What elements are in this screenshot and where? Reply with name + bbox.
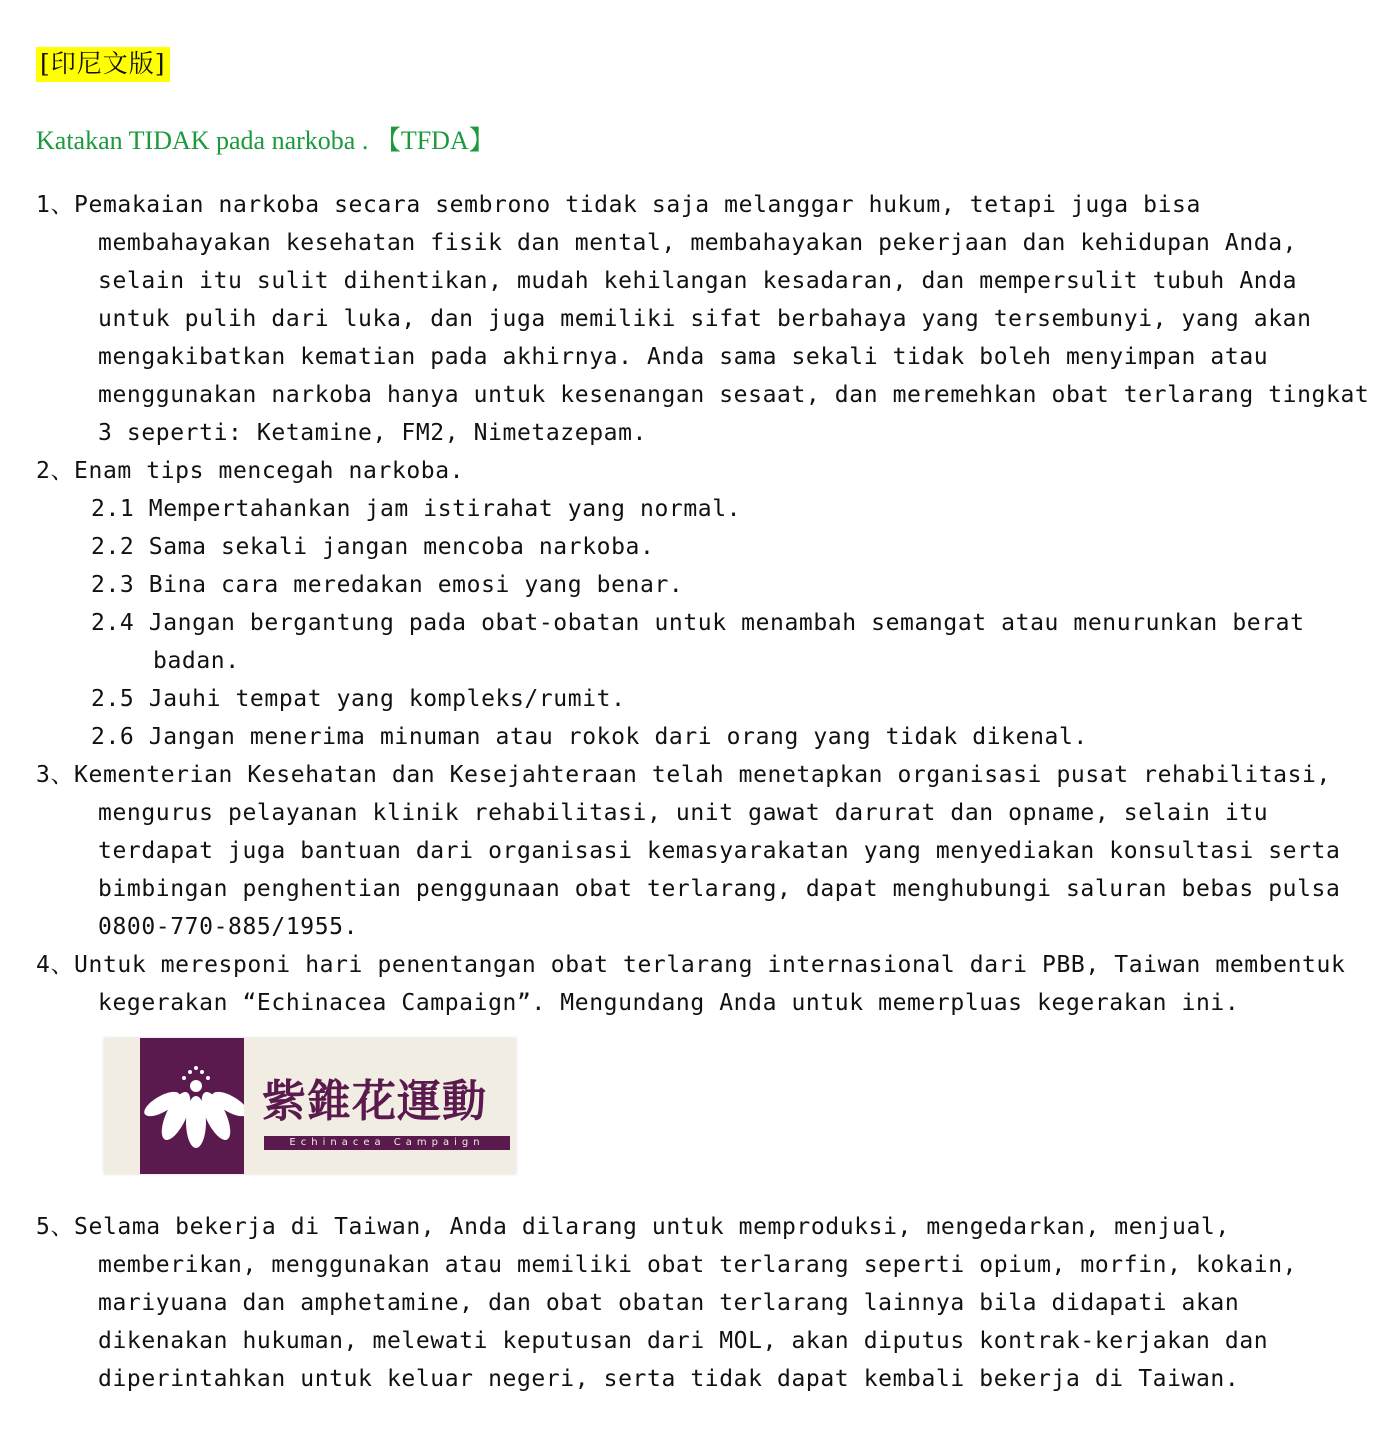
tip-item: 2.5 Jauhi tempat yang kompleks/rumit. <box>91 686 626 712</box>
echinacea-flower-icon <box>140 1038 244 1174</box>
tip-item: 2.3 Bina cara meredakan emosi yang benar. <box>91 572 684 598</box>
logo-chinese-text: 紫錐花運動 <box>262 1076 487 1127</box>
echinacea-campaign-logo <box>104 1038 516 1174</box>
tip-item: 2.2 Sama sekali jangan mencoba narkoba. <box>91 534 655 560</box>
logo-english-text: Echinacea Campaign <box>264 1136 510 1150</box>
tip-item: 2.6 Jangan menerima minuman atau rokok dari orang yang tidak dikenal. <box>91 724 1088 750</box>
tip-item: 2.1 Mempertahankan jam istirahat yang normal. <box>91 496 742 522</box>
language-tag: [印尼文版] <box>36 47 170 82</box>
list-item-5: 5、Selama bekerja di Taiwan, Anda dilarang untuk memproduksi, mengedarkan, menjual, memberikan, menggunakan atau memiliki obat terlarang seperti opium, morfin, kokain, mariyuana dan amphetamine, dan obat obatan terlarang lainnya bila didapati akan dikenakan hukuman, melewati keputusan dari MOL, akan diputus kontrak-kerjakan dan diperintahkan untuk keluar negeri, serta tidak dapat kembali bekerja di Taiwan. <box>36 1214 1298 1392</box>
list-item-4: 4、Untuk meresponi hari penentangan obat terlarang internasional dari PBB, Taiwan membentuk kegerakan “Echinacea Campaign”. Mengundang Anda untuk memerpluas kegerakan ini. <box>36 952 1346 1016</box>
list-item-2: 2、Enam tips mencegah narkoba. <box>36 458 465 484</box>
list-item-1: 1、Pemakaian narkoba secara sembrono tidak saja melanggar hukum, tetapi juga bisa membahayakan kesehatan fisik dan mental, membahayakan pekerjaan dan kehidupan Anda, selain itu sulit dihentikan, mudah kehilangan kesadaran, dan mempersulit tubuh Anda untuk pulih dari luka, dan juga memiliki sifat berbahaya yang tersembunyi, yang akan mengakibatkan kematian pada akhirnya. Anda sama sekali tidak boleh menyimpan atau menggunakan narkoba hanya untuk kesenangan sesaat, dan meremehkan obat terlarang tingkat 3 seperti: Ketamine, FM2, Nimetazepam. <box>36 192 1370 446</box>
page-heading: Katakan TIDAK pada narkoba . 【TFDA】 <box>36 126 495 155</box>
tip-item: 2.4 Jangan bergantung pada obat-obatan untuk menambah semangat atau menurunkan berat badan. <box>91 610 1305 674</box>
tips-list <box>36 490 1376 756</box>
list-item-3: 3、Kementerian Kesehatan dan Kesejahteraan telah menetapkan organisasi pusat rehabilitasi, mengurus pelayanan klinik rehabilitasi, unit gawat darurat dan opname, selain itu terdapat juga bantuan dari organisasi kemasyarakatan yang menyediakan konsultasi serta bimbingan penghentian penggunaan obat terlarang, dapat menghubungi saluran bebas pulsa 0800-770-885/1955. <box>36 762 1341 940</box>
logo-area <box>36 1022 1376 1208</box>
document-body <box>36 186 1376 1398</box>
